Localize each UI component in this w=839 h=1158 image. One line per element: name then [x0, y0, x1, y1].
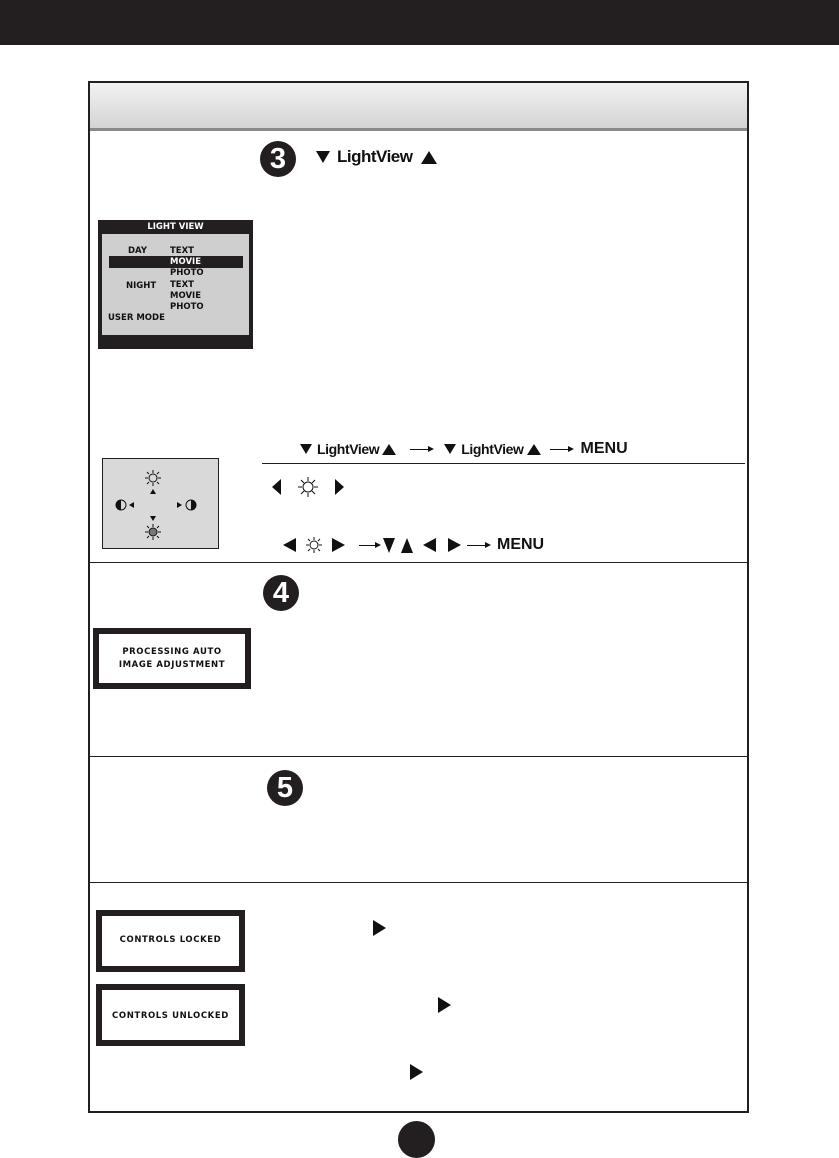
controls-unlocked-text: CONTROLS UNLOCKED	[112, 1011, 229, 1021]
right-arrow-icon	[448, 538, 461, 552]
auto-adjust-osd-inner	[99, 634, 245, 683]
arrow-right-icon	[410, 446, 434, 452]
down-arrow-icon	[444, 444, 456, 454]
brightness-sun-icon	[302, 535, 326, 555]
day-mode-photo[interactable]: PHOTO	[170, 268, 204, 278]
arrow-right-icon	[550, 446, 574, 452]
right-small-icon	[177, 502, 182, 508]
brightness-adjust-row	[272, 476, 344, 498]
lightview-button-label: LightView	[337, 147, 413, 166]
left-arrow-icon	[272, 479, 281, 495]
auto-adjust-osd	[93, 628, 251, 689]
day-label: DAY	[128, 246, 147, 256]
left-arrow-icon	[283, 538, 296, 552]
day-mode-movie[interactable]: MOVIE	[170, 257, 202, 267]
down-small-icon	[150, 516, 156, 521]
lightview-sequence	[300, 440, 628, 458]
brightness-osd-graphic	[102, 458, 219, 549]
down-arrow-icon	[316, 151, 330, 163]
sun-outline-icon	[145, 470, 161, 486]
step-number-3: 3	[260, 141, 296, 177]
night-mode-photo[interactable]: PHOTO	[170, 302, 204, 312]
right-arrow-icon	[410, 1064, 423, 1080]
page-top-bar	[0, 0, 839, 45]
left-arrow-icon	[423, 538, 436, 552]
controls-locked-text: CONTROLS LOCKED	[119, 935, 222, 945]
controls-unlocked-osd	[96, 984, 245, 1046]
arrow-right-icon	[467, 542, 491, 548]
left-small-icon	[129, 502, 134, 508]
sequence2-menu-label: MENU	[497, 536, 545, 553]
right-arrow-icon	[335, 479, 344, 495]
controls-locked-osd-inner	[102, 916, 239, 966]
brightness-sequence	[283, 535, 544, 555]
arrow-right-icon	[359, 542, 381, 548]
contrast-right-icon	[186, 500, 196, 510]
section-header-band	[90, 83, 747, 131]
divider-section5-lock	[90, 882, 747, 883]
right-arrow-icon	[332, 538, 345, 552]
up-arrow-icon	[401, 538, 413, 553]
controls-locked-osd	[96, 910, 245, 972]
auto-adjust-line1: PROCESSING AUTO	[122, 647, 222, 657]
light-view-osd-panel	[102, 234, 249, 335]
day-mode-text[interactable]: TEXT	[170, 246, 194, 256]
up-arrow-icon	[421, 151, 437, 164]
right-arrow-icon	[373, 920, 386, 936]
night-label: NIGHT	[126, 281, 157, 291]
lightview-button-heading	[316, 146, 437, 168]
step-number-5: 5	[267, 770, 303, 806]
controls-unlocked-osd-inner	[102, 990, 239, 1040]
right-arrow-icon	[438, 997, 451, 1013]
page-number-badge	[398, 1121, 435, 1158]
divider-sequences	[262, 463, 745, 464]
light-view-osd-title: LIGHT VIEW	[147, 222, 204, 232]
night-mode-text[interactable]: TEXT	[170, 280, 194, 290]
divider-section4-5	[90, 756, 747, 757]
sun-filled-icon	[145, 524, 161, 540]
divider-section3-4	[90, 562, 747, 563]
up-arrow-icon	[382, 444, 396, 455]
brightness-osd	[102, 458, 219, 549]
brightness-sun-icon	[293, 476, 323, 498]
down-arrow-icon	[300, 444, 312, 454]
up-arrow-icon	[527, 444, 541, 455]
user-mode-label[interactable]: USER MODE	[108, 313, 165, 323]
step-number-4: 4	[263, 575, 299, 611]
sequence-step1-label: LightView	[317, 441, 380, 457]
contrast-left-icon	[116, 500, 126, 510]
up-small-icon	[150, 489, 156, 494]
auto-adjust-line2: IMAGE ADJUSTMENT	[118, 660, 226, 670]
sequence-step2-label: LightView	[461, 441, 524, 457]
night-mode-movie[interactable]: MOVIE	[170, 291, 202, 301]
sequence-step3-label: MENU	[580, 440, 628, 457]
down-arrow-icon	[383, 538, 395, 553]
light-view-osd	[98, 220, 253, 349]
